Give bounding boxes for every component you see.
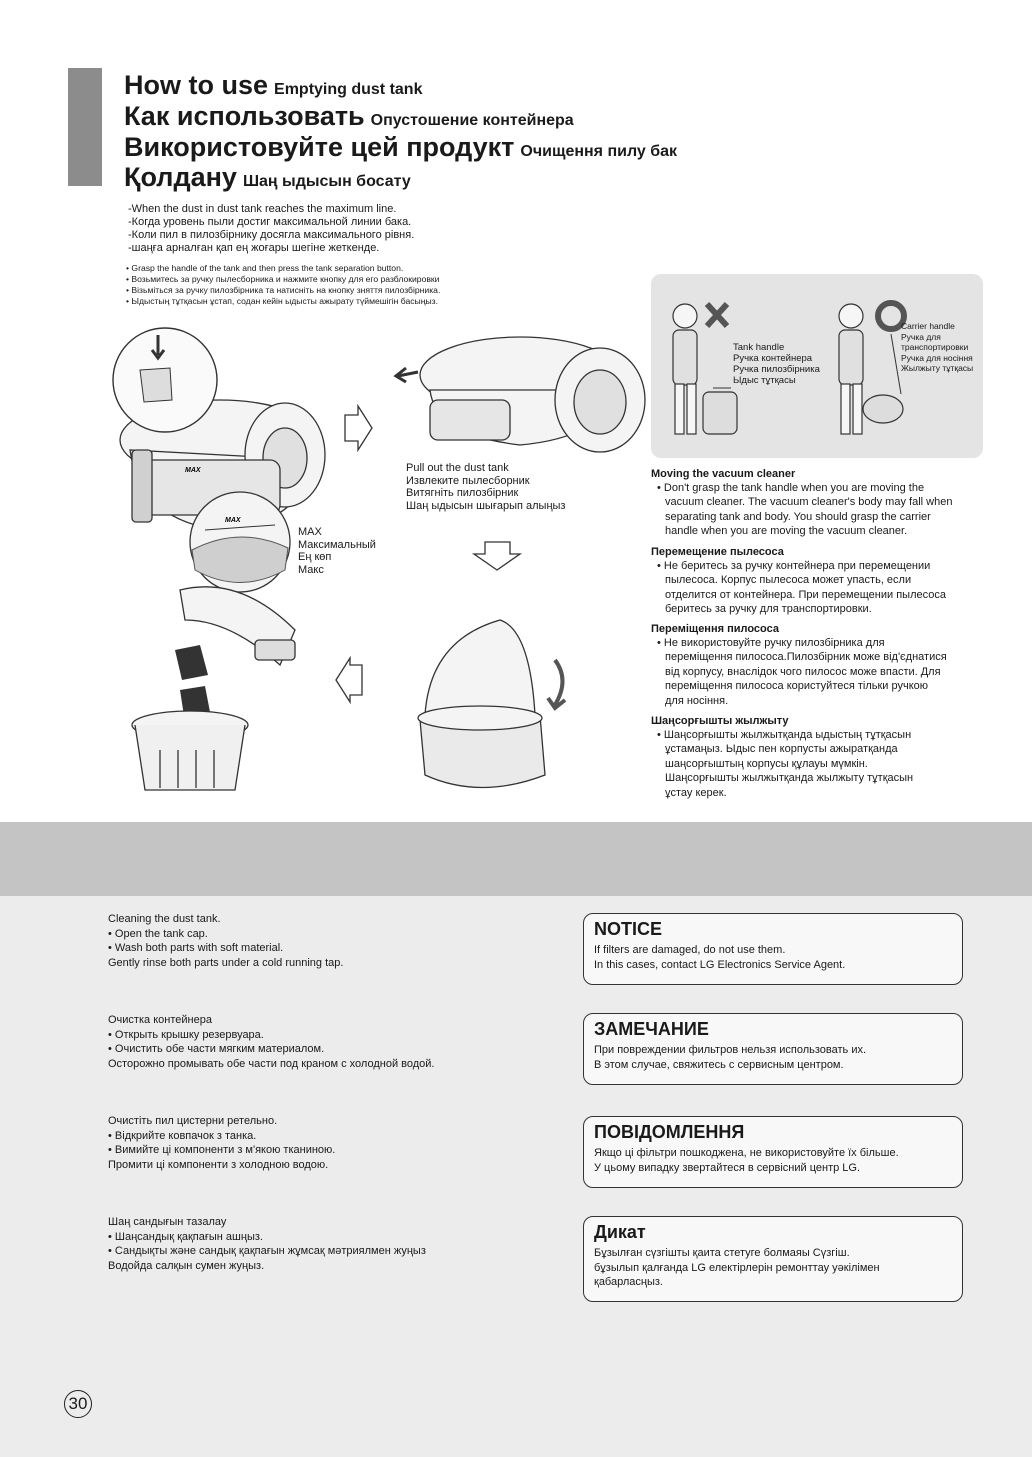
cleaning-ukrainian: Очистіть пил цистерни ретельно. • Відкрийте ковпачок з танка. • Вимийте ці компоненти з м'якою тканиною. Промити ці компоненти з холодною водою. — [108, 1115, 336, 1171]
max-label: MAX Максимальный Ең көп Макс — [298, 526, 376, 576]
title-english: How to use Emptying dust tank — [124, 70, 423, 100]
page-number: 30 — [64, 1390, 92, 1418]
cleaning-russian: Очистка контейнера • Открыть крышку резервуара. • Очистить обе части мягким материалом. Осторожно промывать обе части под краном с холодной водой. — [108, 1014, 435, 1070]
max-mark-label: MAX — [225, 517, 241, 524]
arrow-left-icon — [336, 658, 362, 702]
title-kazakh: Қолдану Шаң ыдысын босату — [124, 162, 411, 192]
title-ukrainian: Використовуйте цей продукт Очищення пилу бак — [124, 132, 678, 162]
notice-box-russian: ЗАМЕЧАНИЕ При повреждении фильтров нельзя использовать их. В этом случае, свяжитесь с сервисным центром. — [583, 1013, 963, 1085]
dust-clump-icon — [175, 645, 208, 680]
moving-section-kazakh: Шаңсорғышты жылжыту • Шаңсорғышты жылжытқанда ыдыстың тұтқасын ұстамаңыз. Ыдыс пен корпусты ажыратқанда шаңсорғыштың корпусы құлауы мүмкін. Шаңсорғышты жылжытқанда жылжыту тұтқасын ұстау керек. — [651, 715, 914, 799]
section-side-bar — [68, 68, 102, 186]
arrow-right-icon — [345, 406, 372, 450]
dust-fill-area — [192, 537, 288, 583]
separated-tank-drawing — [418, 620, 545, 788]
wrong-x-icon — [707, 304, 727, 326]
moving-section-ukrainian: Переміщення пилососа • Не використовуйте ручку пилозбірника для переміщення пилососа.Пилозбірник може від'єднатися від корпусу, внаслідок чого пилосос може впасти. Для переміщення пилососа користуйтеся тільки ручкою для носіння. — [651, 623, 947, 707]
cleaning-english: Cleaning the dust tank. • Open the tank cap. • Wash both parts with soft material. Gently rinse both parts under a cold running tap. — [108, 913, 344, 969]
cleaning-kazakh: Шаң сандығын тазалау • Шаңсандық қақпағын ашңыз. • Сандықты және сандық қақпағын жұмсақ мәтриялмен жуңыз Водойда салқын сумен жуңыз. — [108, 1216, 426, 1272]
pull-arrow-icon — [396, 368, 418, 382]
notice-box-ukrainian: ПОВІДОМЛЕННЯ Якщо ці фільтри пошкоджена, не використовуйте їх більше. У цьому випадку звертайтеся в сервісний центр LG. — [583, 1116, 963, 1188]
rotate-arrow-icon — [548, 660, 565, 708]
person-right-drawing — [839, 304, 903, 434]
vacuum-cleaner-drawing-2 — [420, 337, 645, 452]
step-instructions: • Grasp the handle of the tank and then press the tank separation button. • Возьмитесь за ручку пылесборника и нажмите кнопку для его разблокировки • Візьміться за ручку пилозбірника та натисніть на кнопку зняття пилозбірника. • Ыдыстың тұтқасын ұстап, содан кейін ыдысты ажырату түймешігін басыңыз. — [126, 263, 441, 306]
tank-handle-label: Tank handle Ручка контейнера Ручка пилозбірника Ыдыс тұтқасы — [733, 342, 820, 386]
handle-figure-box — [651, 274, 983, 458]
notice-box-english: NOTICE If filters are damaged, do not use them. In this cases, contact LG Electronics Service Agent. — [583, 913, 963, 985]
title-russian: Как использовать Опустошение контейнера — [124, 101, 574, 131]
intro-text: -When the dust in dust tank reaches the maximum line. -Когда уровень пыли достиг максимальной линии бака. -Коли пил в пилозбірнику досягла максимального рівня. -шаңға арналған қап ең жоғары шегіне жеткенде. — [128, 203, 415, 254]
max-line-label: MAX — [185, 467, 201, 474]
pull-out-label: Pull out the dust tank Извлеките пылесборник Витягніть пилозбірник Шаң ыдысын шығарып алыңыз — [406, 462, 566, 512]
moving-section-russian: Перемещение пылесоса • Не беритесь за ручку контейнера при перемещении пылесоса. Корпус пылесоса может упасть, если отделится от контейнера. При перемещении пылесоса беритесь за ручку для транспортировки. — [651, 546, 946, 616]
hand-icon — [140, 368, 172, 402]
carrier-handle-pointer — [891, 334, 901, 394]
trash-bin-drawing — [132, 711, 248, 790]
carrier-handle-label: Carrier handle Ручка для транспортировки Ручка для носіння Жылжыту тұтқасы — [901, 321, 974, 373]
section-divider-band — [0, 822, 1032, 896]
notice-box-kazakh: Дикат Бұзылған сүзгішты қаита стетуге болмаяы Сүзгіш. бұзылып қалғанда LG електірлерін ремонттау уәкілімен қабарласңыз. — [583, 1216, 963, 1302]
moving-section-english: Moving the vacuum cleaner • Don't grasp the tank handle when you are moving the vacuum cleaner. The vacuum cleaner's body may fall when separating tank and body. You should grasp the carrier handle when you are moving the vacuum cleaner. — [651, 468, 953, 538]
arrow-down-icon — [474, 542, 520, 570]
